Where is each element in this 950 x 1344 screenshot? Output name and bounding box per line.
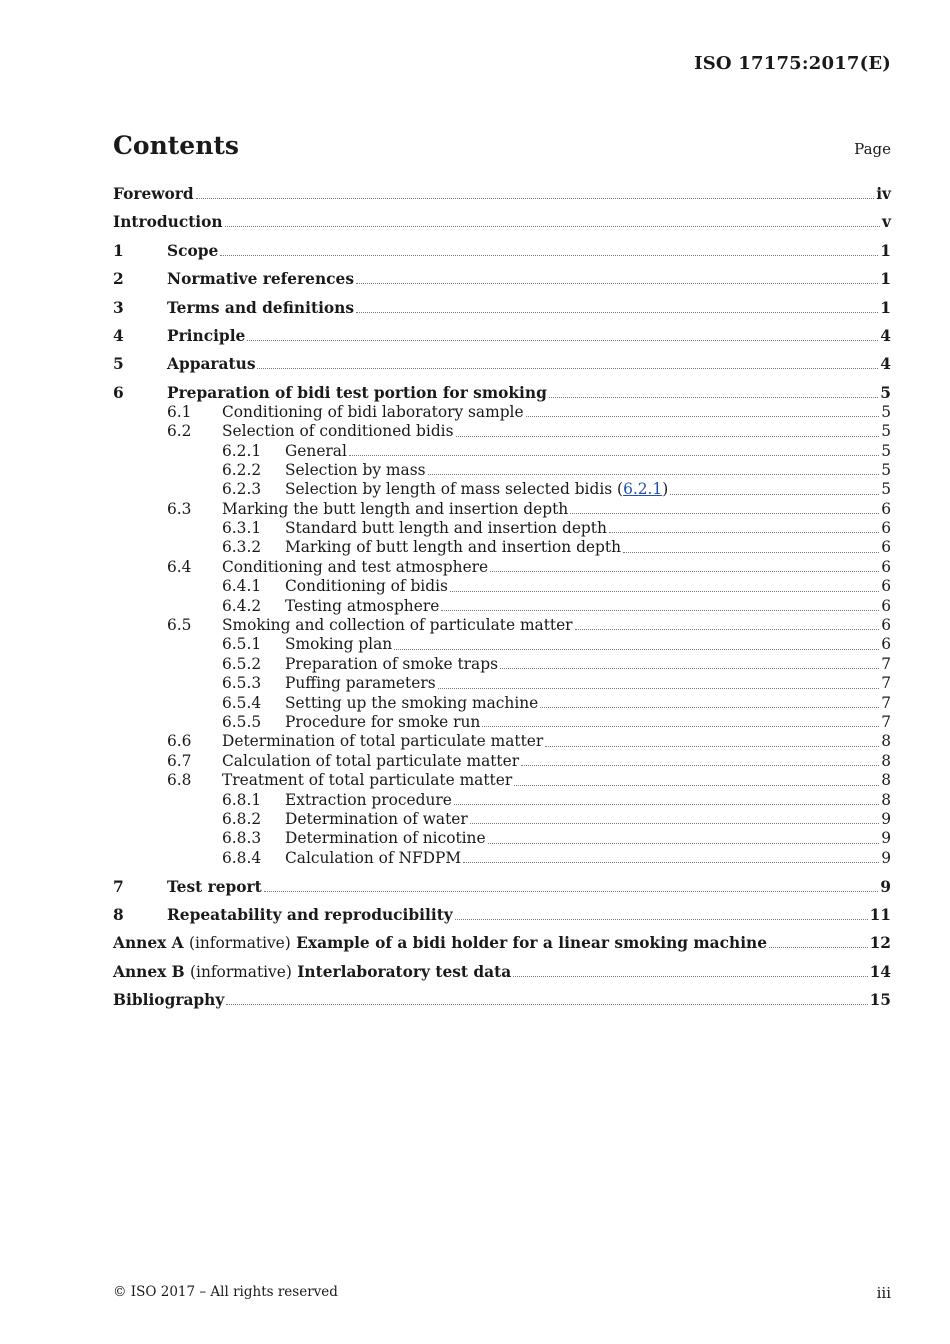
toc-entry-page: 6 — [881, 538, 891, 557]
dot-leader — [356, 283, 878, 284]
toc-entry-6-5[interactable] — [113, 616, 891, 635]
toc-entry-page: 1 — [880, 298, 891, 317]
toc-entry-title-text: Selection by length of mass selected bidis ( — [285, 480, 624, 499]
toc-entry-title: Normative references — [167, 270, 354, 289]
dot-leader — [456, 436, 880, 437]
annex-label: Annex B — [113, 962, 185, 981]
toc-entry-title: Smoking plan — [285, 635, 393, 654]
toc-entry-title: Extraction procedure — [285, 790, 452, 809]
dot-leader — [521, 765, 879, 766]
document-identifier: ISO 17175:2017(E) — [694, 53, 891, 74]
toc-entry-bibliography[interactable] — [113, 991, 891, 1010]
dot-leader — [356, 312, 878, 313]
dot-leader — [490, 571, 879, 572]
toc-entry-6-4[interactable] — [113, 558, 891, 577]
toc-entry-6-4-1[interactable] — [113, 577, 891, 596]
toc-entry-title: Determination of total particulate matter — [222, 732, 544, 751]
toc-entry-title — [113, 934, 767, 953]
table-of-contents — [113, 185, 891, 1010]
toc-entry-title: Marking of butt length and insertion depth — [285, 538, 621, 557]
toc-entry-number: 6.5.5 — [222, 712, 262, 731]
toc-entry-6-2-1[interactable] — [113, 442, 891, 461]
toc-entry-1[interactable] — [113, 242, 891, 261]
toc-entry-number: 6.3.1 — [222, 519, 262, 538]
toc-entry-2[interactable] — [113, 270, 891, 289]
toc-entry-6-8-1[interactable] — [113, 791, 891, 810]
toc-entry-title: Preparation of smoke traps — [285, 654, 498, 673]
dot-leader — [545, 746, 879, 747]
toc-entry-page: 7 — [881, 693, 891, 712]
toc-entry-title: Introduction — [113, 213, 223, 232]
toc-entry-number: 6.4.2 — [222, 596, 262, 615]
toc-entry-title-close: ) — [662, 480, 669, 499]
toc-entry-title: Principle — [167, 326, 246, 345]
toc-entry-number: 1 — [113, 241, 124, 260]
toc-entry-number: 6.2.1 — [222, 441, 262, 460]
toc-entry-page: 5 — [880, 383, 891, 402]
toc-entry-page: 4 — [880, 355, 891, 374]
toc-entry-title: Determination of water — [285, 809, 468, 828]
toc-entry-page: 5 — [881, 460, 891, 479]
toc-entry-page: 6 — [881, 519, 891, 538]
dot-leader — [257, 368, 878, 369]
annex-label: Annex A — [113, 934, 184, 953]
dot-leader — [769, 947, 868, 948]
dot-leader — [454, 804, 879, 805]
dot-leader — [394, 649, 879, 650]
toc-entry-number: 6.8.2 — [222, 809, 262, 828]
toc-entry-title: Setting up the smoking machine — [285, 693, 539, 712]
toc-entry-title: Standard butt length and insertion depth — [285, 519, 607, 538]
dot-leader — [463, 862, 879, 863]
toc-entry-6-1[interactable] — [113, 403, 891, 422]
toc-entry-number: 6.6 — [167, 732, 192, 751]
toc-entry-number: 6.2.2 — [222, 460, 262, 479]
toc-entry-page: 7 — [881, 674, 891, 693]
toc-entry-title: Foreword — [113, 185, 194, 203]
toc-entry-6-2-2[interactable] — [113, 461, 891, 480]
toc-entry-page: 6 — [881, 577, 891, 596]
toc-entry-page: 5 — [881, 402, 891, 421]
dot-leader — [623, 552, 879, 553]
toc-entry-page: 6 — [881, 616, 891, 635]
toc-entry-page: 1 — [880, 270, 891, 289]
toc-entry-6-3-1[interactable] — [113, 519, 891, 538]
toc-entry-number: 6.8.4 — [222, 848, 262, 867]
toc-entry-title: Bibliography — [113, 991, 225, 1010]
toc-entry-6-5-3[interactable] — [113, 674, 891, 693]
toc-entry-title: Selection by mass — [285, 460, 426, 479]
toc-entry-title: Preparation of bidi test portion for smoking — [167, 383, 547, 402]
annex-type: (informative) — [190, 962, 292, 981]
dot-leader — [349, 455, 879, 456]
toc-entry-number: 8 — [113, 905, 124, 924]
toc-entry-page: 9 — [881, 809, 891, 828]
toc-entry-annex-a[interactable] — [113, 934, 891, 953]
dot-leader — [670, 494, 879, 495]
toc-entry-6-4-2[interactable] — [113, 597, 891, 616]
page-column-label: Page — [854, 140, 891, 158]
toc-entry-6-3[interactable] — [113, 500, 891, 519]
toc-entry-page: 9 — [881, 829, 891, 848]
contents-heading — [113, 131, 891, 160]
toc-entry-annex-b[interactable] — [113, 963, 891, 982]
toc-entry-page: 4 — [880, 326, 891, 345]
toc-entry-page: v — [882, 213, 891, 232]
toc-entry-title: Calculation of NFDPM — [285, 848, 462, 867]
toc-entry-page: 7 — [881, 712, 891, 731]
toc-entry-6-6[interactable] — [113, 732, 891, 751]
toc-entry-title: Test report — [167, 877, 262, 896]
toc-entry-number: 6.1 — [167, 402, 192, 421]
toc-entry-title: Smoking and collection of particulate matter — [222, 616, 573, 635]
toc-entry-number: 6.5 — [167, 616, 192, 635]
cross-reference-link[interactable]: 6.2.1 — [623, 480, 663, 499]
toc-entry-title: Repeatability and reproducibility — [167, 905, 453, 924]
toc-entry-title — [113, 963, 511, 982]
toc-entry-page: 12 — [869, 934, 891, 953]
toc-entry-title: Terms and definitions — [167, 298, 355, 317]
toc-entry-title: Apparatus — [167, 355, 256, 374]
dot-leader — [264, 891, 879, 892]
dot-leader — [441, 610, 879, 611]
toc-entry-title: Conditioning of bidi laboratory sample — [222, 402, 524, 421]
dot-leader — [428, 474, 880, 475]
toc-entry-page: 15 — [869, 991, 891, 1010]
toc-entry-6[interactable] — [113, 384, 891, 403]
toc-entry-number: 6.4.1 — [222, 577, 262, 596]
dot-leader — [225, 226, 880, 227]
toc-entry-6-3-2[interactable] — [113, 538, 891, 557]
toc-entry-page: iv — [876, 185, 891, 203]
dot-leader — [526, 416, 880, 417]
toc-entry-number: 6.4 — [167, 557, 192, 576]
dot-leader — [513, 976, 867, 977]
toc-entry-page: 8 — [881, 771, 891, 790]
toc-entry-title: Procedure for smoke run — [285, 712, 481, 731]
toc-entry-number: 3 — [113, 298, 124, 317]
toc-entry-8[interactable] — [113, 906, 891, 925]
dot-leader — [470, 823, 879, 824]
toc-entry-title: Selection of conditioned bidis — [222, 422, 454, 441]
toc-entry-3[interactable] — [113, 299, 891, 318]
dot-leader — [500, 668, 879, 669]
toc-entry-page: 1 — [880, 241, 891, 260]
dot-leader — [514, 785, 879, 786]
dot-leader — [220, 255, 878, 256]
dot-leader — [455, 919, 868, 920]
contents-title: Contents — [113, 131, 240, 160]
toc-entry-number: 6 — [113, 383, 124, 402]
page-footer — [113, 1284, 891, 1302]
toc-entry-number: 4 — [113, 326, 124, 345]
toc-entry-number: 6.2 — [167, 422, 192, 441]
toc-entry-page: 5 — [881, 441, 891, 460]
toc-entry-6-5-5[interactable] — [113, 713, 891, 732]
toc-entry-page: 6 — [881, 635, 891, 654]
toc-entry-number: 6.5.4 — [222, 693, 262, 712]
copyright-notice: © ISO 2017 – All rights reserved — [113, 1284, 338, 1300]
toc-entry-title: Calculation of total particulate matter — [222, 751, 520, 770]
toc-entry-title: Marking the butt length and insertion depth — [222, 499, 569, 518]
annex-type: (informative) — [188, 934, 291, 953]
toc-entry-page: 9 — [880, 877, 891, 896]
dot-leader — [438, 688, 880, 689]
toc-entry-page: 8 — [881, 732, 891, 751]
toc-entry-4[interactable] — [113, 327, 891, 346]
toc-entry-6-2[interactable] — [113, 422, 891, 441]
toc-entry-title — [285, 480, 668, 499]
dot-leader — [247, 340, 878, 341]
toc-entry-number: 6.3 — [167, 499, 192, 518]
toc-entry-number: 6.5.2 — [222, 654, 262, 673]
toc-entry-number: 6.3.2 — [222, 538, 262, 557]
dot-leader — [196, 198, 875, 199]
toc-entry-title: Treatment of total particulate matter — [222, 771, 513, 790]
toc-entry-introduction[interactable] — [113, 213, 891, 232]
toc-entry-title: Scope — [167, 241, 219, 260]
dot-leader — [575, 629, 880, 630]
dot-leader — [549, 397, 878, 398]
toc-entry-7[interactable] — [113, 878, 891, 897]
toc-entry-title: General — [285, 441, 347, 460]
toc-entry-number: 6.5.3 — [222, 674, 262, 693]
toc-entry-title: Testing atmosphere — [285, 596, 440, 615]
toc-entry-6-5-2[interactable] — [113, 655, 891, 674]
annex-title: Interlaboratory test data — [297, 962, 512, 981]
toc-entry-number: 6.8.1 — [222, 790, 262, 809]
toc-entry-6-8-3[interactable] — [113, 829, 891, 848]
toc-entry-6-8-4[interactable] — [113, 849, 891, 868]
toc-entry-number: 6.2.3 — [222, 480, 262, 499]
toc-entry-6-5-1[interactable] — [113, 635, 891, 654]
toc-entry-6-2-3[interactable] — [113, 480, 891, 499]
toc-entry-page: 6 — [881, 499, 891, 518]
toc-entry-page: 5 — [881, 480, 891, 499]
toc-entry-page: 8 — [881, 751, 891, 770]
toc-entry-6-5-4[interactable] — [113, 694, 891, 713]
toc-entry-foreword[interactable] — [113, 185, 891, 204]
toc-entry-title: Conditioning and test atmosphere — [222, 557, 489, 576]
toc-entry-number: 6.5.1 — [222, 635, 262, 654]
toc-entry-title: Determination of nicotine — [285, 829, 486, 848]
toc-entry-title: Conditioning of bidis — [285, 577, 448, 596]
toc-entry-page: 6 — [881, 596, 891, 615]
dot-leader — [450, 591, 879, 592]
dot-leader — [540, 707, 879, 708]
toc-entry-6-8-2[interactable] — [113, 810, 891, 829]
toc-entry-page: 11 — [869, 905, 891, 924]
toc-entry-page: 14 — [869, 962, 891, 981]
toc-entry-page: 7 — [881, 654, 891, 673]
dot-leader — [488, 843, 880, 844]
toc-entry-title: Puffing parameters — [285, 674, 436, 693]
toc-entry-number: 6.8.3 — [222, 829, 262, 848]
toc-entry-page: 5 — [881, 422, 891, 441]
dot-leader — [482, 726, 879, 727]
toc-entry-6-8[interactable] — [113, 771, 891, 790]
toc-entry-5[interactable] — [113, 355, 891, 374]
toc-entry-page: 9 — [881, 848, 891, 867]
toc-entry-number: 5 — [113, 355, 124, 374]
toc-entry-number: 6.8 — [167, 771, 192, 790]
dot-leader — [570, 513, 879, 514]
toc-entry-number: 6.7 — [167, 751, 192, 770]
toc-entry-page: 8 — [881, 790, 891, 809]
dot-leader — [609, 532, 879, 533]
toc-entry-6-7[interactable] — [113, 752, 891, 771]
toc-entry-number: 2 — [113, 270, 124, 289]
toc-entry-number: 7 — [113, 877, 124, 896]
page-number: iii — [876, 1284, 891, 1302]
toc-entry-page: 6 — [881, 557, 891, 576]
annex-title: Example of a bidi holder for a linear smoking machine — [296, 934, 768, 953]
dot-leader — [226, 1004, 867, 1005]
